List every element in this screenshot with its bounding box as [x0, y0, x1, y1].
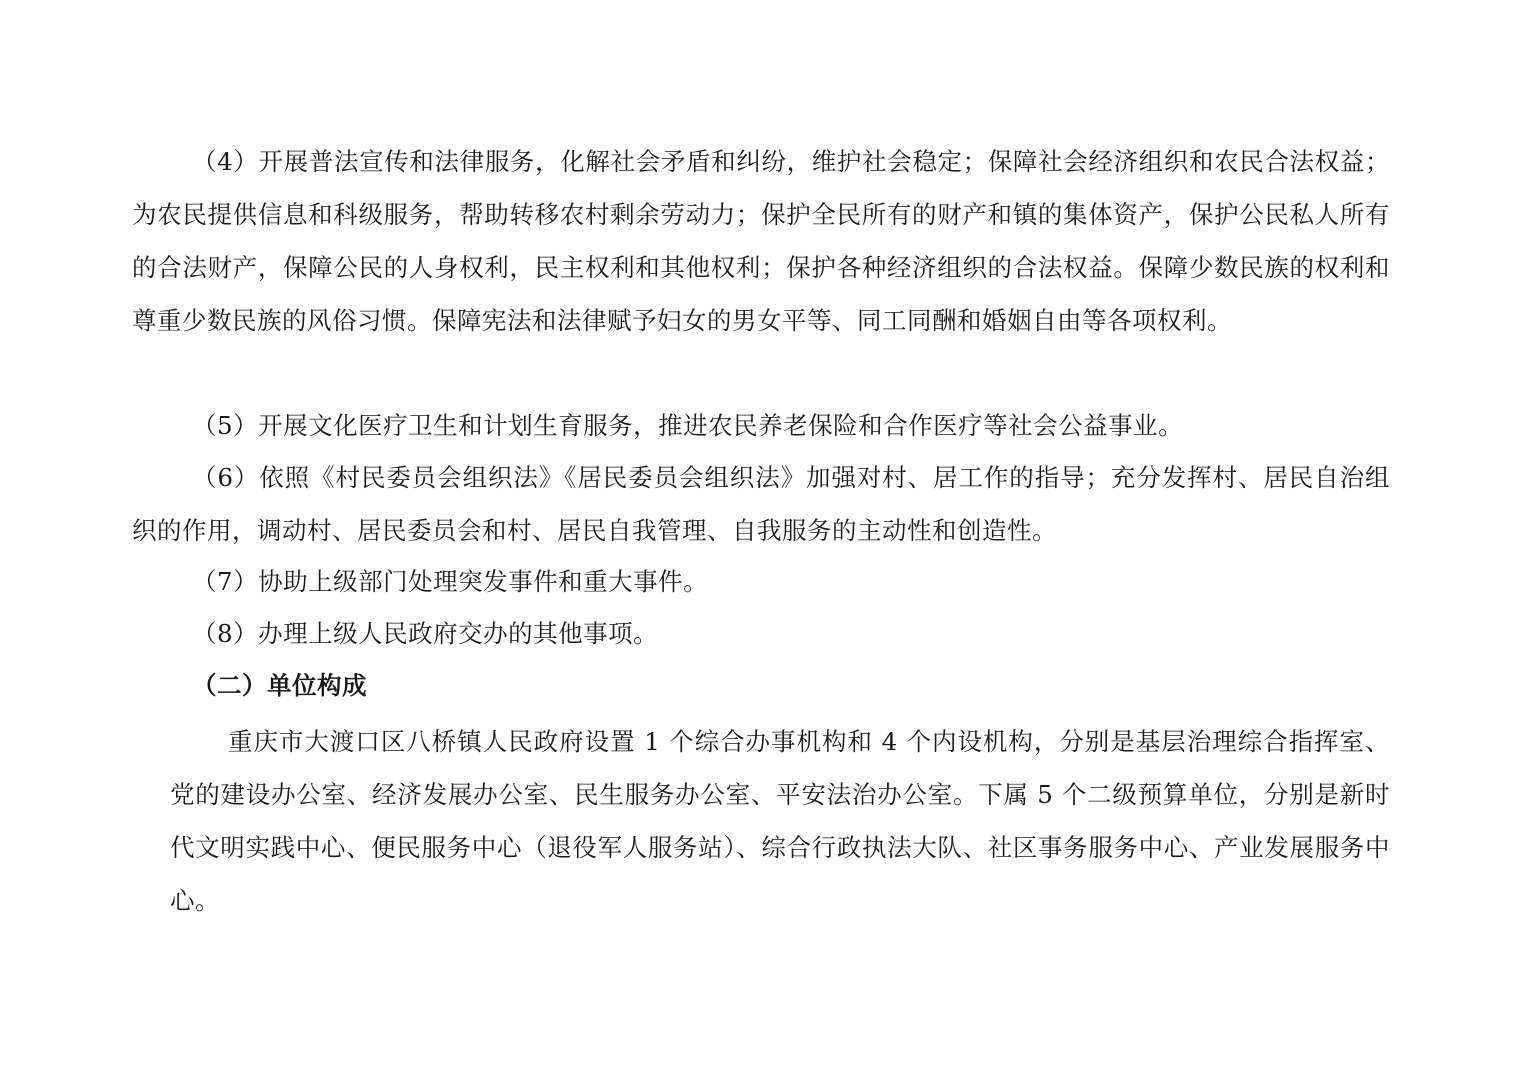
paragraph-item-7: （7）协助上级部门处理突发事件和重大事件。	[192, 567, 709, 596]
paragraph-item-8: （8）办理上级人民政府交办的其他事项。	[192, 619, 659, 648]
paragraph-item-5: （5）开展文化医疗卫生和计划生育服务，推进农民养老保险和合作医疗等社会公益事业。	[192, 411, 1184, 440]
unit-composition-paragraph: 重庆市大渡口区八桥镇人民政府设置 1 个综合办事机构和 4 个内设机构，分别是基层治理综合指挥室、党的建设办公室、经济发展办公室、民生服务办公室、平安法治办公室。下属 5 个二级预算单位，分别是新时代文明实践中心、便民服务中心（退役军人服务站）、综合行政执法大队、社区事务服务中心、产业发展服务中心。	[170, 727, 1390, 915]
section-heading-unit-composition: （二）单位构成	[192, 671, 367, 700]
paragraph-item-6: （6）依照《村民委员会组织法》《居民委员会组织法》加强对村、居工作的指导；充分发挥村、居民自治组织的作用，调动村、居民委员会和村、居民自我管理、自我服务的主动性和创造性。	[132, 463, 1390, 545]
paragraph-item-4: （4）开展普法宣传和法律服务，化解社会矛盾和纠纷，维护社会稳定；保障社会经济组织和农民合法权益；为农民提供信息和科级服务，帮助转移农村剩余劳动力；保护全民所有的财产和镇的集体资产，保护公民私人所有的合法财产，保障公民的人身权利，民主权利和其他权利；保护各种经济组织的合法权益。保障少数民族的权利和尊重少数民族的风俗习惯。保障宪法和法律赋予妇女的男女平等、同工同酬和婚姻自由等各项权利。	[132, 147, 1390, 335]
